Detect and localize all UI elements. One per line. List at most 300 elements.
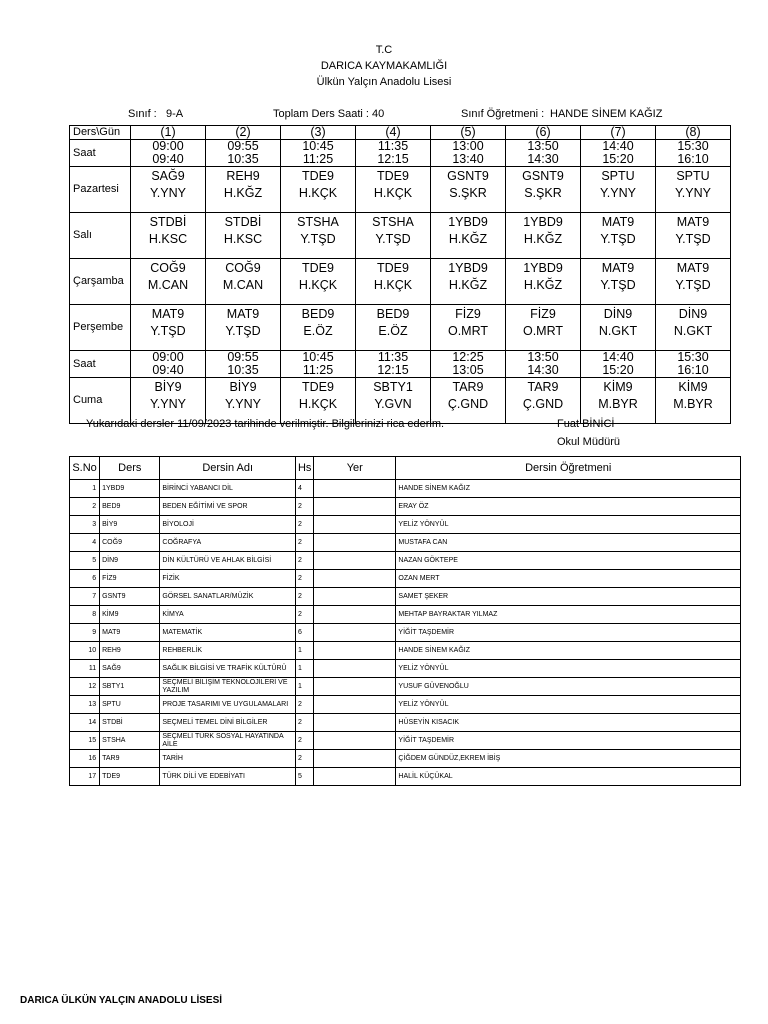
column-header: Hs xyxy=(295,457,313,480)
lesson-cell xyxy=(206,378,281,424)
room xyxy=(314,750,396,768)
course-teacher: MEHTAP BAYRAKTAR YILMAZ xyxy=(396,606,741,624)
teacher-code: Y.YNY xyxy=(600,186,636,200)
day-row xyxy=(70,378,731,424)
saat-label: Saat xyxy=(70,351,131,378)
course-code: GSNT9 xyxy=(100,588,160,606)
table-row xyxy=(70,498,741,516)
course-name: TARİH xyxy=(160,750,296,768)
lesson-code: STSHA xyxy=(297,215,339,229)
course-teacher: OZAN MERT xyxy=(396,570,741,588)
teacher-code: H.KÇK xyxy=(373,186,413,200)
lesson-cell xyxy=(131,305,206,351)
row-number: 5 xyxy=(70,552,100,570)
table-row xyxy=(70,660,741,678)
row-number: 4 xyxy=(70,534,100,552)
lesson-code: MAT9 xyxy=(676,215,710,229)
start-time: 10:45 xyxy=(302,139,334,153)
header-school-name: Ülkün Yalçın Anadolu Lisesi xyxy=(316,76,452,88)
end-time: 14:30 xyxy=(527,363,559,377)
end-time: 13:05 xyxy=(452,363,484,377)
time-cell xyxy=(281,140,356,167)
lesson-cell xyxy=(206,305,281,351)
teacher-code: N.GKT xyxy=(673,324,713,338)
course-code: BİY9 xyxy=(100,516,160,534)
lesson-code: FİZ9 xyxy=(455,307,481,321)
lesson-cell xyxy=(281,378,356,424)
teacher-code: Y.TŞD xyxy=(375,232,411,246)
teacher-code: E.ÖZ xyxy=(303,324,333,338)
end-time: 16:10 xyxy=(677,363,709,377)
weekly-hours: 2 xyxy=(295,696,313,714)
class-label: Sınıf : xyxy=(128,108,157,120)
course-teacher: ÇİĞDEM GÜNDÜZ,EKREM İBİŞ xyxy=(396,750,741,768)
lesson-cell xyxy=(281,213,356,259)
table-row xyxy=(70,714,741,732)
course-name: TÜRK DİLİ VE EDEBİYATI xyxy=(160,768,296,786)
lesson-code: STSHA xyxy=(372,215,414,229)
course-code: STDBİ xyxy=(100,714,160,732)
time-cell xyxy=(356,351,431,378)
lesson-cell xyxy=(356,167,431,213)
room xyxy=(314,498,396,516)
end-time: 10:35 xyxy=(227,363,259,377)
course-name: FİZİK xyxy=(160,570,296,588)
course-name: SEÇMELİ TEMEL DİNİ BİLGİLER xyxy=(160,714,296,732)
course-teacher: ERAY ÖZ xyxy=(396,498,741,516)
column-header: Ders xyxy=(100,457,160,480)
start-time: 12:25 xyxy=(452,350,484,364)
weekly-hours: 1 xyxy=(295,678,313,696)
lesson-code: 1YBD9 xyxy=(523,261,563,275)
room xyxy=(314,732,396,750)
time-cell xyxy=(506,351,581,378)
day-row xyxy=(70,213,731,259)
time-row-friday xyxy=(70,351,731,378)
lesson-code: MAT9 xyxy=(226,307,260,321)
lesson-code: STDBİ xyxy=(224,215,262,229)
time-cell xyxy=(131,351,206,378)
course-name: BEDEN EĞİTİMİ VE SPOR xyxy=(160,498,296,516)
lesson-code: TDE9 xyxy=(302,169,334,183)
course-name: BİRİNCİ YABANCI DİL xyxy=(160,480,296,498)
teacher-code: H.KÇK xyxy=(298,278,338,292)
column-header: Dersin Öğretmeni xyxy=(396,457,741,480)
weekly-timetable xyxy=(69,125,731,424)
table-row xyxy=(70,768,741,786)
row-number: 10 xyxy=(70,642,100,660)
course-code: SPTU xyxy=(100,696,160,714)
weekly-hours: 2 xyxy=(295,714,313,732)
course-code: SBTY1 xyxy=(100,678,160,696)
start-time: 09:55 xyxy=(227,139,259,153)
lesson-cell xyxy=(506,259,581,305)
course-code: SAĞ9 xyxy=(100,660,160,678)
teacher-code: Y.TŞD xyxy=(600,232,636,246)
end-time: 12:15 xyxy=(377,363,409,377)
day-name: Çarşamba xyxy=(70,259,131,305)
course-code: TAR9 xyxy=(100,750,160,768)
teacher-code: Y.TŞD xyxy=(600,278,636,292)
weekly-hours: 1 xyxy=(295,660,313,678)
lesson-code: BİY9 xyxy=(154,380,182,394)
lesson-code: BED9 xyxy=(376,307,410,321)
course-code: COĞ9 xyxy=(100,534,160,552)
lesson-code: MAT9 xyxy=(601,261,635,275)
lesson-cell xyxy=(506,167,581,213)
time-cell xyxy=(206,140,281,167)
time-cell xyxy=(581,351,656,378)
lesson-cell xyxy=(281,305,356,351)
day-row xyxy=(70,167,731,213)
lesson-code: STDBİ xyxy=(149,215,187,229)
lesson-cell xyxy=(506,378,581,424)
start-time: 13:50 xyxy=(527,139,559,153)
lesson-code: KİM9 xyxy=(603,380,633,394)
lesson-code: BED9 xyxy=(301,307,335,321)
weekly-hours: 2 xyxy=(295,552,313,570)
teacher-code: M.BYR xyxy=(598,397,638,411)
day-name: Cuma xyxy=(70,378,131,424)
time-cell xyxy=(131,140,206,167)
lesson-cell xyxy=(206,259,281,305)
table-row xyxy=(70,552,741,570)
course-name: BİYOLOJİ xyxy=(160,516,296,534)
course-teacher: YELİZ YÖNYÜL xyxy=(396,696,741,714)
lesson-code: MAT9 xyxy=(676,261,710,275)
period-header: (4) xyxy=(356,126,431,140)
table-row xyxy=(70,750,741,768)
course-name: COĞRAFYA xyxy=(160,534,296,552)
lesson-code: SPTU xyxy=(601,169,635,183)
end-time: 13:40 xyxy=(452,152,484,166)
lesson-cell xyxy=(431,378,506,424)
period-header: (7) xyxy=(581,126,656,140)
lesson-cell xyxy=(131,213,206,259)
corner-cell: Ders\Gün xyxy=(70,126,131,140)
table-row xyxy=(70,678,741,696)
lesson-cell xyxy=(506,305,581,351)
teacher-code: H.KĞZ xyxy=(523,278,563,292)
teacher-code: H.KĞZ xyxy=(523,232,563,246)
course-name: KİMYA xyxy=(160,606,296,624)
start-time: 14:40 xyxy=(602,139,634,153)
time-cell xyxy=(581,140,656,167)
lesson-cell xyxy=(581,378,656,424)
room xyxy=(314,714,396,732)
teacher-code: S.ŞKR xyxy=(449,186,487,200)
course-code: REH9 xyxy=(100,642,160,660)
course-code: MAT9 xyxy=(100,624,160,642)
lesson-cell xyxy=(581,305,656,351)
bottom-school-label: DARICA ÜLKÜN YALÇIN ANADOLU LİSESİ xyxy=(20,995,223,1006)
teacher-code: Y.YNY xyxy=(150,397,186,411)
course-code: KİM9 xyxy=(100,606,160,624)
end-time: 15:20 xyxy=(602,152,634,166)
teacher-code: H.KĞZ xyxy=(223,186,263,200)
saat-label: Saat xyxy=(70,140,131,167)
lesson-cell xyxy=(581,259,656,305)
lesson-cell xyxy=(656,378,731,424)
teacher-code: Y.TŞD xyxy=(150,324,186,338)
class-teacher-value: HANDE SİNEM KAĞIZ xyxy=(550,108,663,120)
end-time: 15:20 xyxy=(602,363,634,377)
course-name: SAĞLIK BİLGİSİ VE TRAFİK KÜLTÜRÜ xyxy=(160,660,296,678)
start-time: 13:50 xyxy=(527,350,559,364)
row-number: 15 xyxy=(70,732,100,750)
room xyxy=(314,570,396,588)
weekly-hours: 2 xyxy=(295,606,313,624)
time-cell xyxy=(506,140,581,167)
course-code: STSHA xyxy=(100,732,160,750)
lesson-code: TDE9 xyxy=(377,169,409,183)
row-number: 3 xyxy=(70,516,100,534)
weekly-hours: 2 xyxy=(295,570,313,588)
teacher-code: Y.YNY xyxy=(225,397,261,411)
row-number: 12 xyxy=(70,678,100,696)
table-row xyxy=(70,534,741,552)
lesson-cell xyxy=(431,305,506,351)
end-time: 09:40 xyxy=(152,363,184,377)
time-cell xyxy=(431,140,506,167)
end-time: 12:15 xyxy=(377,152,409,166)
start-time: 11:35 xyxy=(377,139,409,153)
course-name: SEÇMELİ TÜRK SOSYAL HAYATINDA AİLE xyxy=(160,732,296,750)
teacher-code: Y.TŞD xyxy=(675,278,711,292)
day-row xyxy=(70,305,731,351)
lesson-code: MAT9 xyxy=(151,307,185,321)
teacher-code: O.MRT xyxy=(447,324,489,338)
time-cell xyxy=(356,140,431,167)
end-time: 16:10 xyxy=(677,152,709,166)
course-teacher: YİĞİT TAŞDEMİR xyxy=(396,624,741,642)
lesson-code: TDE9 xyxy=(377,261,409,275)
lesson-code: GSNT9 xyxy=(447,169,489,183)
room xyxy=(314,660,396,678)
lesson-code: SAĞ9 xyxy=(151,169,185,183)
period-header: (1) xyxy=(131,126,206,140)
start-time: 09:00 xyxy=(152,350,184,364)
table-row xyxy=(70,696,741,714)
table-row xyxy=(70,732,741,750)
lesson-cell xyxy=(356,259,431,305)
course-teacher: YUSUF GÜVENOĞLU xyxy=(396,678,741,696)
lesson-cell xyxy=(356,305,431,351)
course-name: MATEMATİK xyxy=(160,624,296,642)
principal-name: Fuat BİNİCİ xyxy=(557,418,615,430)
lesson-code: DİN9 xyxy=(678,307,708,321)
room xyxy=(314,642,396,660)
day-name: Perşembe xyxy=(70,305,131,351)
course-name: SEÇMELİ BİLİŞİM TEKNOLOJİLERİ VE YAZILIM xyxy=(160,678,296,696)
course-teacher: NAZAN GÖKTEPE xyxy=(396,552,741,570)
time-cell xyxy=(206,351,281,378)
lesson-code: TAR9 xyxy=(452,380,484,394)
course-name: REHBERLİK xyxy=(160,642,296,660)
lesson-code: FİZ9 xyxy=(530,307,556,321)
lesson-cell xyxy=(281,259,356,305)
table-row xyxy=(70,642,741,660)
weekly-hours: 2 xyxy=(295,750,313,768)
day-name: Salı xyxy=(70,213,131,259)
row-number: 14 xyxy=(70,714,100,732)
lesson-cell xyxy=(581,167,656,213)
teacher-code: Y.YNY xyxy=(150,186,186,200)
lesson-cell xyxy=(356,378,431,424)
header-tc: T.C xyxy=(375,44,393,56)
teacher-code: H.KÇK xyxy=(298,397,338,411)
room xyxy=(314,480,396,498)
period-header: (2) xyxy=(206,126,281,140)
row-number: 6 xyxy=(70,570,100,588)
course-name: PROJE TASARIMI VE UYGULAMALARI xyxy=(160,696,296,714)
course-teacher: HALİL KÜÇÜKAL xyxy=(396,768,741,786)
time-cell xyxy=(281,351,356,378)
principal-title: Okul Müdürü xyxy=(557,436,620,448)
room xyxy=(314,624,396,642)
lesson-code: 1YBD9 xyxy=(523,215,563,229)
lesson-code: BİY9 xyxy=(229,380,257,394)
teacher-code: Y.TŞD xyxy=(300,232,336,246)
timetable-header-row xyxy=(70,126,731,140)
table-row xyxy=(70,588,741,606)
course-name: GÖRSEL SANATLAR/MÜZİK xyxy=(160,588,296,606)
column-header: Yer xyxy=(314,457,396,480)
room xyxy=(314,552,396,570)
teacher-code: M.BYR xyxy=(673,397,713,411)
teacher-code: Y.TŞD xyxy=(225,324,261,338)
time-cell xyxy=(431,351,506,378)
start-time: 14:40 xyxy=(602,350,634,364)
day-name: Pazartesi xyxy=(70,167,131,213)
lesson-cell xyxy=(356,213,431,259)
room xyxy=(314,516,396,534)
lesson-code: DİN9 xyxy=(603,307,633,321)
table-row xyxy=(70,570,741,588)
teacher-code: Ç.GND xyxy=(447,397,489,411)
course-teacher: YİĞİT TAŞDEMİR xyxy=(396,732,741,750)
teacher-code: H.KSC xyxy=(148,232,188,246)
teacher-code: H.KSC xyxy=(223,232,263,246)
lesson-cell xyxy=(281,167,356,213)
end-time: 09:40 xyxy=(152,152,184,166)
row-number: 17 xyxy=(70,768,100,786)
teacher-code: H.KÇK xyxy=(298,186,338,200)
time-row xyxy=(70,140,731,167)
course-code: 1YBD9 xyxy=(100,480,160,498)
room xyxy=(314,606,396,624)
end-time: 11:25 xyxy=(302,152,334,166)
weekly-hours: 1 xyxy=(295,642,313,660)
teacher-code: Ç.GND xyxy=(522,397,564,411)
course-code: DİN9 xyxy=(100,552,160,570)
weekly-hours: 2 xyxy=(295,498,313,516)
course-teacher: HÜSEYİN KISACIK xyxy=(396,714,741,732)
row-number: 1 xyxy=(70,480,100,498)
start-time: 15:30 xyxy=(677,139,709,153)
table-row xyxy=(70,624,741,642)
course-code: BED9 xyxy=(100,498,160,516)
header-kaymakamlik: DARICA KAYMAKAMLIĞI xyxy=(320,60,448,72)
total-hours-label: Toplam Ders Saati : xyxy=(273,108,369,120)
class-teacher-label: Sınıf Öğretmeni : xyxy=(461,108,545,120)
course-code: FİZ9 xyxy=(100,570,160,588)
lesson-code: SBTY1 xyxy=(373,380,413,394)
room xyxy=(314,696,396,714)
course-teacher: YELİZ YÖNYÜL xyxy=(396,516,741,534)
teacher-code: H.KÇK xyxy=(373,278,413,292)
column-header: Dersin Adı xyxy=(160,457,296,480)
period-header: (8) xyxy=(656,126,731,140)
lesson-cell xyxy=(431,259,506,305)
weekly-hours: 2 xyxy=(295,732,313,750)
teacher-code: H.KĞZ xyxy=(448,278,488,292)
row-number: 16 xyxy=(70,750,100,768)
lesson-cell xyxy=(431,213,506,259)
course-teacher: YELİZ YÖNYÜL xyxy=(396,660,741,678)
time-cell xyxy=(656,351,731,378)
teacher-code: M.CAN xyxy=(222,278,264,292)
end-time: 10:35 xyxy=(227,152,259,166)
table-row xyxy=(70,606,741,624)
teacher-code: H.KĞZ xyxy=(448,232,488,246)
end-time: 14:30 xyxy=(527,152,559,166)
lesson-code: COĞ9 xyxy=(150,261,186,275)
weekly-hours: 2 xyxy=(295,534,313,552)
row-number: 2 xyxy=(70,498,100,516)
period-header: (6) xyxy=(506,126,581,140)
course-teacher: MUSTAFA CAN xyxy=(396,534,741,552)
teacher-code: M.CAN xyxy=(147,278,189,292)
row-number: 7 xyxy=(70,588,100,606)
start-time: 11:35 xyxy=(377,350,409,364)
footnote: Yukarıdaki dersler 11/09/2023 tarihinde verilmiştir. Bilgilerinizi rica ederim. xyxy=(86,418,445,430)
teacher-code: Y.TŞD xyxy=(675,232,711,246)
course-teacher: SAMET ŞEKER xyxy=(396,588,741,606)
teacher-code: S.ŞKR xyxy=(524,186,562,200)
lesson-cell xyxy=(431,167,506,213)
lesson-code: TDE9 xyxy=(302,261,334,275)
lesson-code: COĞ9 xyxy=(225,261,261,275)
table-row xyxy=(70,480,741,498)
teacher-code: E.ÖZ xyxy=(378,324,408,338)
room xyxy=(314,534,396,552)
course-name: DİN KÜLTÜRÜ VE AHLAK BİLGİSİ xyxy=(160,552,296,570)
teacher-code: N.GKT xyxy=(598,324,638,338)
lesson-cell xyxy=(656,259,731,305)
lesson-code: MAT9 xyxy=(601,215,635,229)
course-list-table xyxy=(69,456,741,786)
lesson-cell xyxy=(206,213,281,259)
row-number: 11 xyxy=(70,660,100,678)
lesson-code: SPTU xyxy=(676,169,710,183)
row-number: 13 xyxy=(70,696,100,714)
row-number: 9 xyxy=(70,624,100,642)
lesson-code: TDE9 xyxy=(302,380,334,394)
weekly-hours: 5 xyxy=(295,768,313,786)
start-time: 09:55 xyxy=(227,350,259,364)
course-teacher: HANDE SİNEM KAĞIZ xyxy=(396,642,741,660)
lesson-code: 1YBD9 xyxy=(448,215,488,229)
start-time: 13:00 xyxy=(452,139,484,153)
day-row xyxy=(70,259,731,305)
period-header: (5) xyxy=(431,126,506,140)
end-time: 11:25 xyxy=(302,363,334,377)
teacher-code: Y.GVN xyxy=(374,397,412,411)
column-header: S.No xyxy=(70,457,100,480)
lesson-cell xyxy=(656,213,731,259)
period-header: (3) xyxy=(281,126,356,140)
